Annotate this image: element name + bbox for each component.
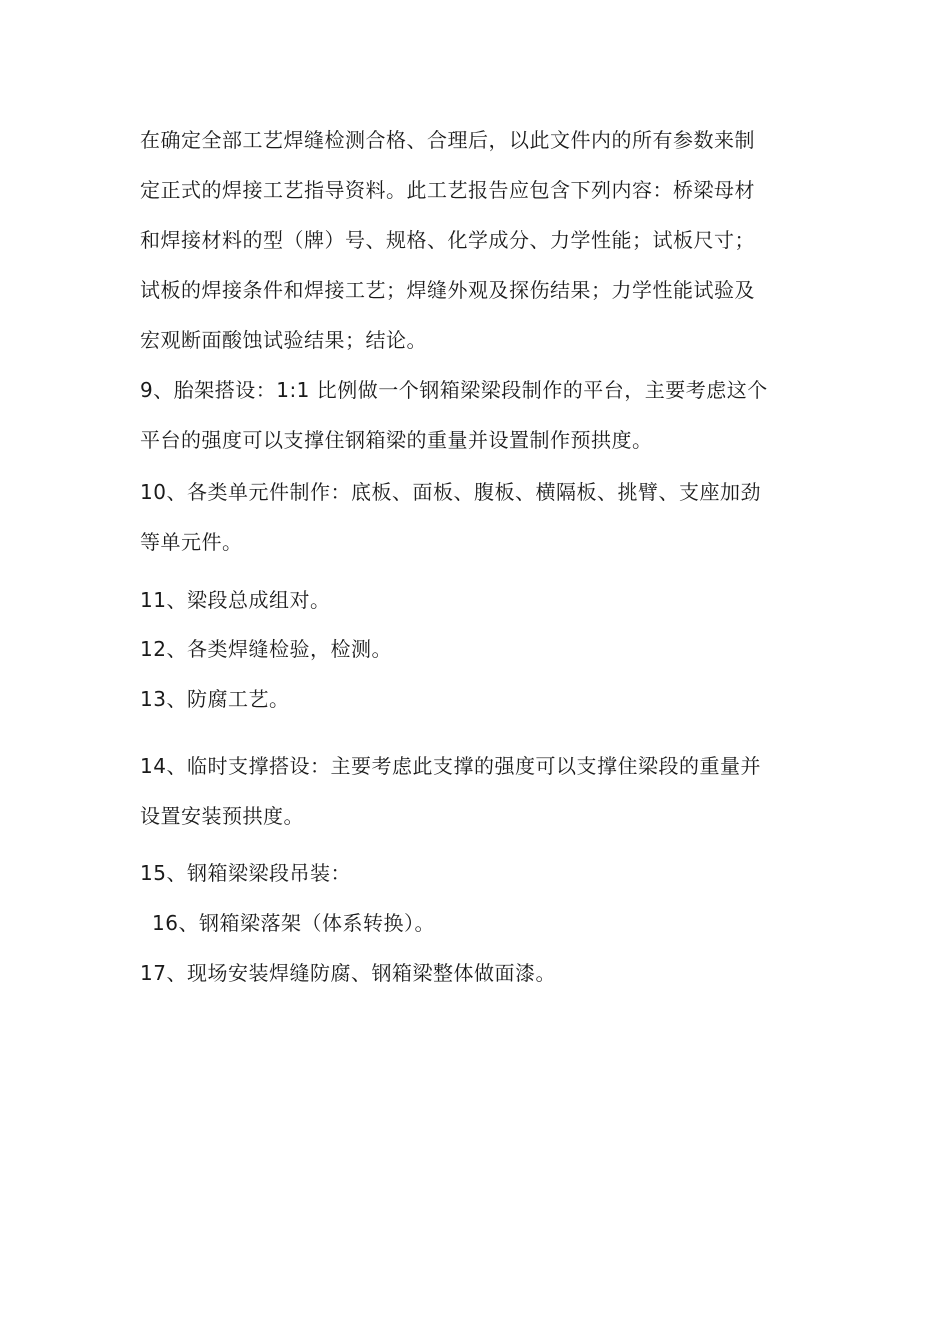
paragraph-line: 平台的强度可以支撑住钢箱梁的重量并设置制作预拱度。 <box>140 428 653 452</box>
paragraph-line: 10、各类单元件制作：底板、面板、腹板、横隔板、挑臂、支座加劲 <box>140 480 761 504</box>
paragraph-item-11 <box>140 575 820 625</box>
paragraph-item-13 <box>140 674 820 724</box>
paragraph-line: 在确定全部工艺焊缝检测合格、合理后，以此文件内的所有参数来制 <box>140 128 755 152</box>
paragraph-item-12 <box>140 624 820 674</box>
paragraph-line: 17、现场安装焊缝防腐、钢箱梁整体做面漆。 <box>140 961 556 985</box>
paragraph-line: 定正式的焊接工艺指导资料。此工艺报告应包含下列内容：桥梁母材 <box>140 178 755 202</box>
paragraph-line: 9、胎架搭设：1:1 比例做一个钢箱梁梁段制作的平台，主要考虑这个 <box>140 378 768 402</box>
paragraph-item-15 <box>140 848 820 898</box>
paragraph-line: 11、梁段总成组对。 <box>140 588 331 612</box>
paragraph-item-10 <box>140 467 820 567</box>
paragraph-line: 和焊接材料的型（牌）号、规格、化学成分、力学性能；试板尺寸； <box>140 228 755 252</box>
paragraph-line: 16、钢箱梁落架（体系转换）。 <box>152 911 435 935</box>
paragraph-line: 14、临时支撑搭设：主要考虑此支撑的强度可以支撑住梁段的重量并 <box>140 754 761 778</box>
paragraph-intro <box>140 115 820 365</box>
paragraph-line: 12、各类焊缝检验，检测。 <box>140 637 392 661</box>
paragraph-item-9 <box>140 365 820 465</box>
paragraph-line: 试板的焊接条件和焊接工艺；焊缝外观及探伤结果；力学性能试验及 <box>140 278 755 302</box>
paragraph-item-17 <box>140 948 820 998</box>
paragraph-line: 宏观断面酸蚀试验结果；结论。 <box>140 328 427 352</box>
paragraph-line: 等单元件。 <box>140 530 243 554</box>
paragraph-item-16 <box>152 898 832 948</box>
paragraph-line: 15、钢箱梁梁段吊装： <box>140 861 351 885</box>
paragraph-line: 设置安装预拱度。 <box>140 804 304 828</box>
paragraph-line: 13、防腐工艺。 <box>140 687 290 711</box>
paragraph-item-14 <box>140 741 820 841</box>
